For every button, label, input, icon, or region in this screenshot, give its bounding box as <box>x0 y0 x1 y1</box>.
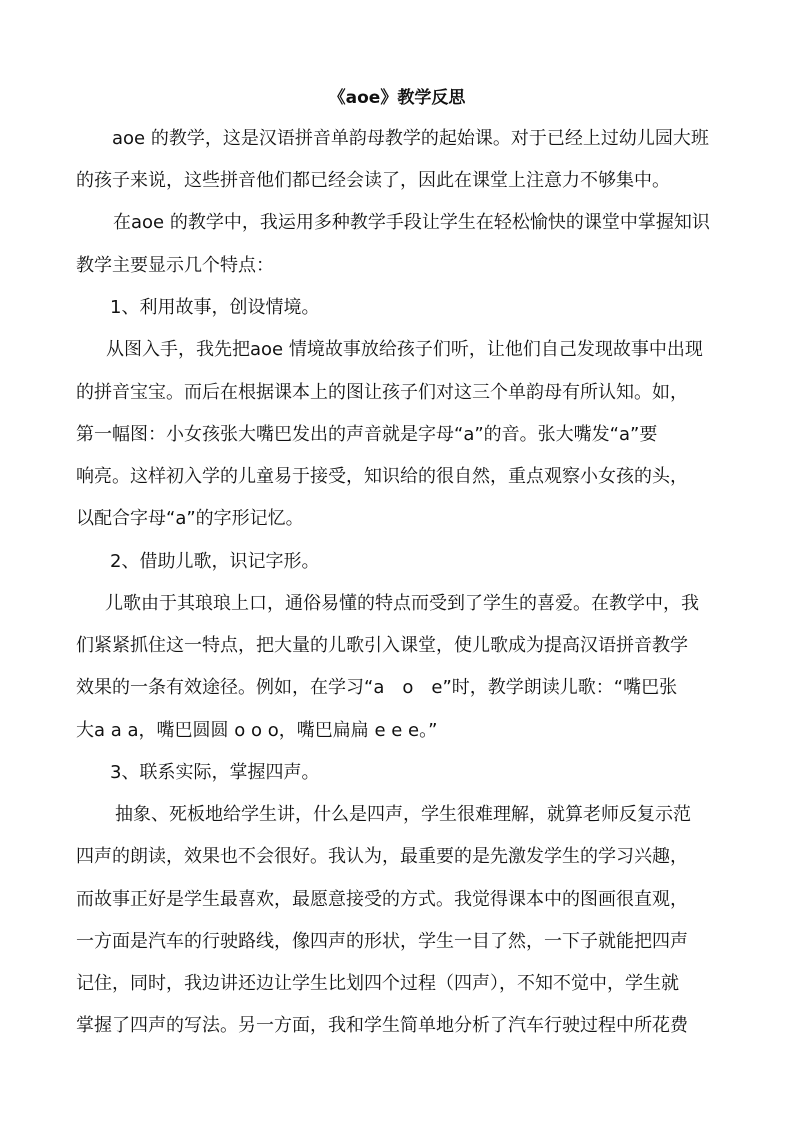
paragraph-line: 从图入手，我先把aoe 情境故事放给孩子们听，让他们自己发现故事中出现 <box>106 339 703 360</box>
paragraph-line: 的拼音宝宝。而后在根据课本上的图让孩子们对这三个单韵母有所认知。如， <box>76 382 688 403</box>
paragraph-line: 教学主要显示几个特点： <box>76 255 274 276</box>
section-heading: 3、联系实际，掌握四声。 <box>110 762 320 783</box>
paragraph-line: 的孩子来说，这些拼音他们都已经会读了，因此在课堂上注意力不够集中。 <box>76 170 670 191</box>
paragraph-line: 效果的一条有效途径。例如，在学习“a o e”时，教学朗读儿歌：“嘴巴张 <box>76 677 678 698</box>
document-title: 《aoe》教学反思 <box>328 88 466 108</box>
paragraph-line: 记住，同时，我边讲还边让学生比划四个过程（四声），不知不觉中，学生就 <box>76 973 679 994</box>
paragraph-line: 抽象、死板地给学生讲，什么是四声，学生很难理解，就算老师反复示范 <box>115 804 691 825</box>
section-heading: 2、借助儿歌，识记字形。 <box>110 551 320 572</box>
paragraph-line: 响亮。这样初入学的儿童易于接受，知识给的很自然，重点观察小女孩的头， <box>76 466 688 487</box>
paragraph-line: 儿歌由于其琅琅上口，通俗易懂的特点而受到了学生的喜爱。在教学中，我 <box>105 593 699 614</box>
section-heading: 1、利用故事，创设情境。 <box>110 297 320 318</box>
paragraph-line: 掌握了四声的写法。另一方面，我和学生简单地分析了汽车行驶过程中所花费 <box>76 1015 688 1036</box>
paragraph-line: 以配合字母“a”的字形记忆。 <box>76 508 304 529</box>
paragraph-line: 一方面是汽车的行驶路线，像四声的形状，学生一目了然，一下子就能把四声 <box>76 931 688 952</box>
paragraph-line: 而故事正好是学生最喜欢，最愿意接受的方式。我觉得课本中的图画很直观， <box>76 889 688 910</box>
paragraph-line: 四声的朗读，效果也不会很好。我认为，最重要的是先激发学生的学习兴趣， <box>76 846 688 867</box>
paragraph-line: 大a a a，嘴巴圆圆 o o o，嘴巴扁扁 e e e。” <box>76 720 438 741</box>
paragraph-line: aoe 的教学，这是汉语拼音单韵母教学的起始课。对于已经上过幼儿园大班 <box>112 128 709 149</box>
paragraph-line: 们紧紧抓住这一特点，把大量的儿歌引入课堂，使儿歌成为提高汉语拼音教学 <box>76 635 688 656</box>
paragraph-line: 第一幅图：小女孩张大嘴巴发出的声音就是字母“a”的音。张大嘴发“a”要 <box>76 424 658 445</box>
paragraph-line: 在aoe 的教学中，我运用多种教学手段让学生在轻松愉快的课堂中掌握知识 <box>113 212 710 233</box>
